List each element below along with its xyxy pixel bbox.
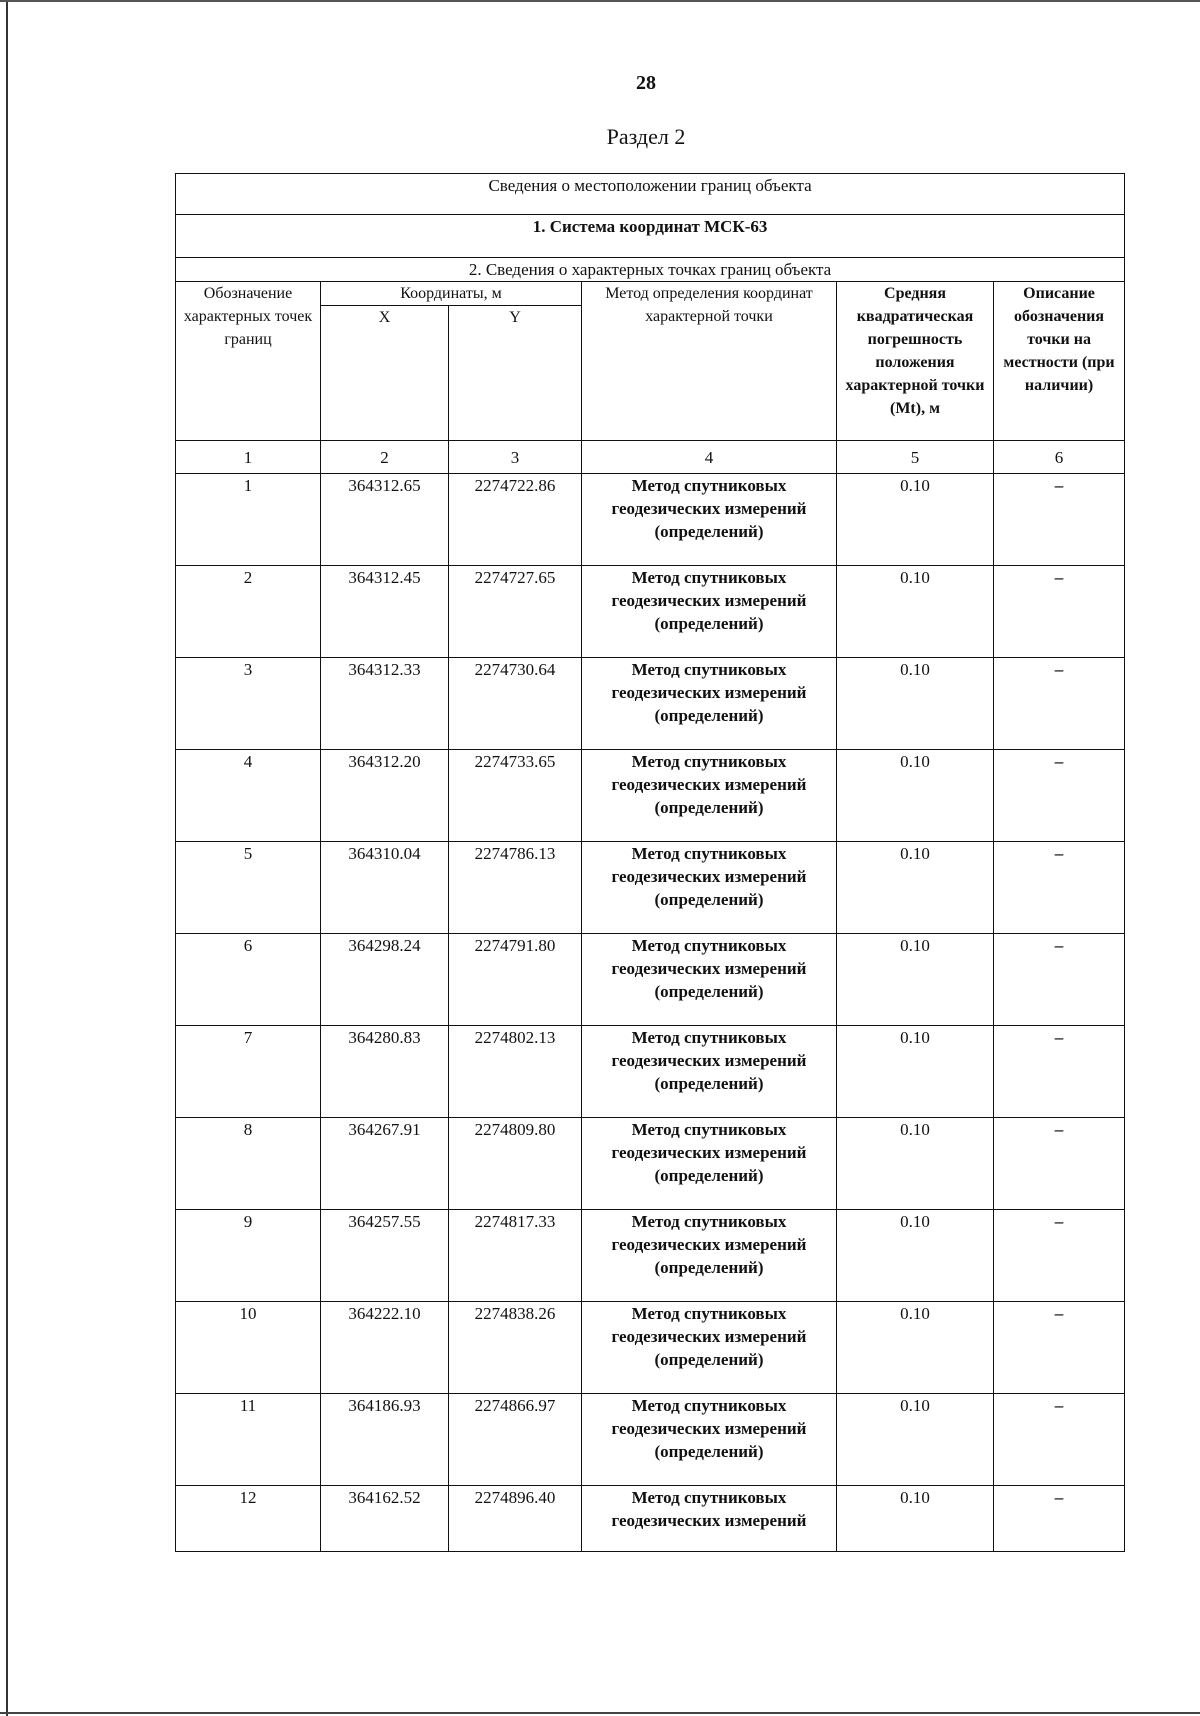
column-number: 2	[321, 441, 449, 474]
scan-edge	[0, 0, 1200, 2]
accuracy-cell: 0.10	[837, 1118, 994, 1210]
x-cell: 364280.83	[321, 1026, 449, 1118]
table-title: Сведения о местоположении границ объекта	[176, 174, 1125, 215]
x-cell: 364312.33	[321, 658, 449, 750]
method-cell: Метод спутниковых геодезических измерений (определений)	[582, 1210, 837, 1302]
table-row	[176, 566, 1125, 658]
point-cell: 3	[176, 658, 321, 750]
y-cell: 2274896.40	[449, 1486, 582, 1552]
table-row	[176, 1118, 1125, 1210]
scan-edge	[6, 0, 8, 1716]
header-method: Метод определения координат характерной точки	[582, 282, 837, 441]
subsection-title: 2. Сведения о характерных точках границ объекта	[176, 258, 1125, 282]
header-x: X	[321, 306, 449, 441]
header-accuracy: Средняя квадратическая погрешность положения характерной точки (Mt), м	[837, 282, 994, 441]
y-cell: 2274817.33	[449, 1210, 582, 1302]
y-cell: 2274730.64	[449, 658, 582, 750]
table-row	[176, 842, 1125, 934]
accuracy-cell: 0.10	[837, 566, 994, 658]
description-cell: –	[994, 934, 1125, 1026]
description-cell: –	[994, 1118, 1125, 1210]
description-cell: –	[994, 1486, 1125, 1552]
point-cell: 2	[176, 566, 321, 658]
y-cell: 2274866.97	[449, 1394, 582, 1486]
point-cell: 1	[176, 474, 321, 566]
x-cell: 364222.10	[321, 1302, 449, 1394]
description-cell: –	[994, 1026, 1125, 1118]
description-cell: –	[994, 474, 1125, 566]
header-y: Y	[449, 306, 582, 441]
x-cell: 364257.55	[321, 1210, 449, 1302]
x-cell: 364310.04	[321, 842, 449, 934]
y-cell: 2274838.26	[449, 1302, 582, 1394]
x-cell: 364312.20	[321, 750, 449, 842]
method-cell: Метод спутниковых геодезических измерений	[582, 1486, 837, 1552]
table-row	[176, 750, 1125, 842]
header-coordinates: Координаты, м	[321, 282, 582, 306]
x-cell: 364186.93	[321, 1394, 449, 1486]
description-cell: –	[994, 566, 1125, 658]
table-row	[176, 658, 1125, 750]
description-cell: –	[994, 658, 1125, 750]
point-cell: 9	[176, 1210, 321, 1302]
accuracy-cell: 0.10	[837, 1026, 994, 1118]
x-cell: 364312.65	[321, 474, 449, 566]
method-cell: Метод спутниковых геодезических измерений (определений)	[582, 1302, 837, 1394]
method-cell: Метод спутниковых геодезических измерений (определений)	[582, 1394, 837, 1486]
method-cell: Метод спутниковых геодезических измерений (определений)	[582, 1118, 837, 1210]
y-cell: 2274733.65	[449, 750, 582, 842]
method-cell: Метод спутниковых геодезических измерений (определений)	[582, 842, 837, 934]
accuracy-cell: 0.10	[837, 1210, 994, 1302]
accuracy-cell: 0.10	[837, 658, 994, 750]
scan-edge	[0, 1712, 1200, 1714]
accuracy-cell: 0.10	[837, 474, 994, 566]
description-cell: –	[994, 1394, 1125, 1486]
point-cell: 5	[176, 842, 321, 934]
point-cell: 6	[176, 934, 321, 1026]
x-cell: 364267.91	[321, 1118, 449, 1210]
table-row	[176, 934, 1125, 1026]
table-row	[176, 1210, 1125, 1302]
method-cell: Метод спутниковых геодезических измерений (определений)	[582, 934, 837, 1026]
accuracy-cell: 0.10	[837, 934, 994, 1026]
table-row	[176, 1302, 1125, 1394]
x-cell: 364162.52	[321, 1486, 449, 1552]
point-cell: 12	[176, 1486, 321, 1552]
x-cell: 364312.45	[321, 566, 449, 658]
y-cell: 2274802.13	[449, 1026, 582, 1118]
header-point: Обозначение характерных точек границ	[176, 282, 321, 441]
point-cell: 8	[176, 1118, 321, 1210]
method-cell: Метод спутниковых геодезических измерений (определений)	[582, 1026, 837, 1118]
column-number: 5	[837, 441, 994, 474]
method-cell: Метод спутниковых геодезических измерений (определений)	[582, 474, 837, 566]
accuracy-cell: 0.10	[837, 750, 994, 842]
boundary-points-table	[175, 173, 1125, 1552]
method-cell: Метод спутниковых геодезических измерений (определений)	[582, 658, 837, 750]
column-number: 6	[994, 441, 1125, 474]
page-number: 28	[636, 72, 656, 94]
y-cell: 2274727.65	[449, 566, 582, 658]
accuracy-cell: 0.10	[837, 1302, 994, 1394]
coordinate-system: 1. Система координат МСК-63	[176, 215, 1125, 258]
section-title: Раздел 2	[606, 124, 686, 149]
y-cell: 2274791.80	[449, 934, 582, 1026]
point-cell: 10	[176, 1302, 321, 1394]
table-row	[176, 474, 1125, 566]
table-row	[176, 1394, 1125, 1486]
description-cell: –	[994, 750, 1125, 842]
x-cell: 364298.24	[321, 934, 449, 1026]
column-number: 4	[582, 441, 837, 474]
column-number: 3	[449, 441, 582, 474]
accuracy-cell: 0.10	[837, 1486, 994, 1552]
description-cell: –	[994, 1210, 1125, 1302]
accuracy-cell: 0.10	[837, 1394, 994, 1486]
description-cell: –	[994, 842, 1125, 934]
y-cell: 2274722.86	[449, 474, 582, 566]
header-description: Описание обозначения точки на местности (при наличии)	[994, 282, 1125, 441]
table-row	[176, 1486, 1125, 1552]
y-cell: 2274809.80	[449, 1118, 582, 1210]
point-cell: 7	[176, 1026, 321, 1118]
table-row	[176, 1026, 1125, 1118]
y-cell: 2274786.13	[449, 842, 582, 934]
method-cell: Метод спутниковых геодезических измерений (определений)	[582, 566, 837, 658]
description-cell: –	[994, 1302, 1125, 1394]
method-cell: Метод спутниковых геодезических измерений (определений)	[582, 750, 837, 842]
column-number: 1	[176, 441, 321, 474]
point-cell: 11	[176, 1394, 321, 1486]
point-cell: 4	[176, 750, 321, 842]
accuracy-cell: 0.10	[837, 842, 994, 934]
